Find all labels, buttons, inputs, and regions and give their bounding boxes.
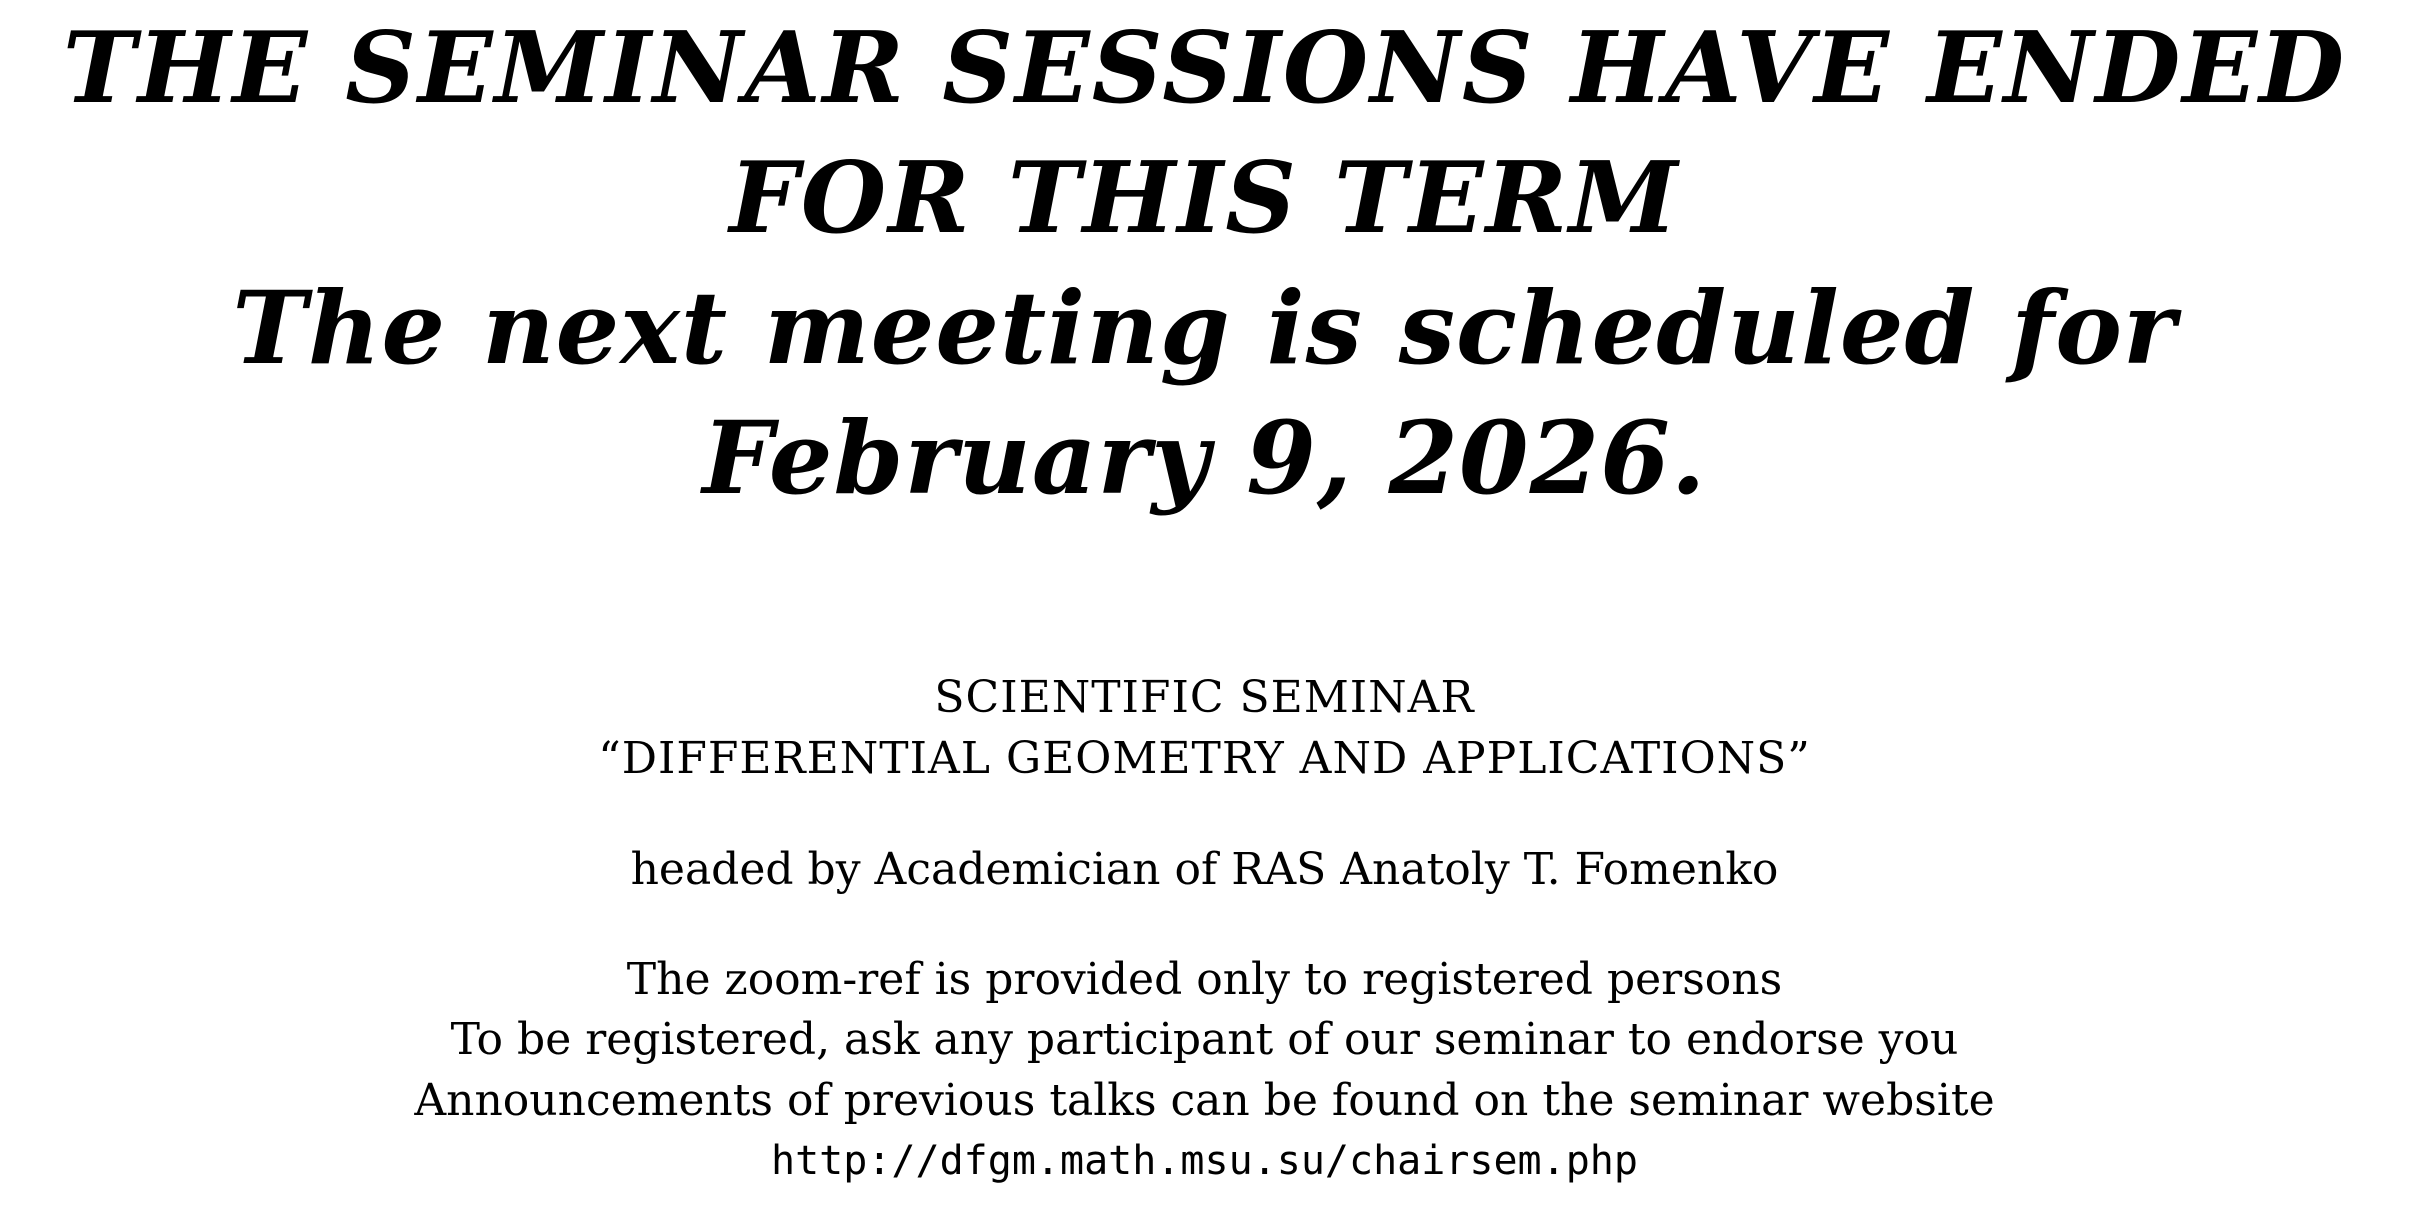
previous-talks-note: Announcements of previous talks can be found on the seminar website [414,1075,1995,1126]
headline-for-this-term: FOR THIS TERM [729,141,1680,256]
seminar-title: “DIFFERENTIAL GEOMETRY AND APPLICATIONS” [598,733,1811,784]
registration-note: To be registered, ask any participant of our seminar to endorse you [450,1014,1959,1065]
zoom-note: The zoom-ref is provided only to registered persons [626,954,1783,1005]
seminar-label: SCIENTIFIC SEMINAR [934,672,1475,723]
next-meeting-text: The next meeting is scheduled for [232,269,2177,387]
seminar-head: headed by Academician of RAS Anatoly T. Fomenko [630,844,1779,895]
headline-sessions-ended: THE SEMINAR SESSIONS HAVE ENDED [62,11,2347,126]
next-meeting-date: February 9, 2026. [702,399,1707,517]
seminar-website-link[interactable]: http://dfgm.math.msu.su/chairsem.php [771,1138,1638,1184]
